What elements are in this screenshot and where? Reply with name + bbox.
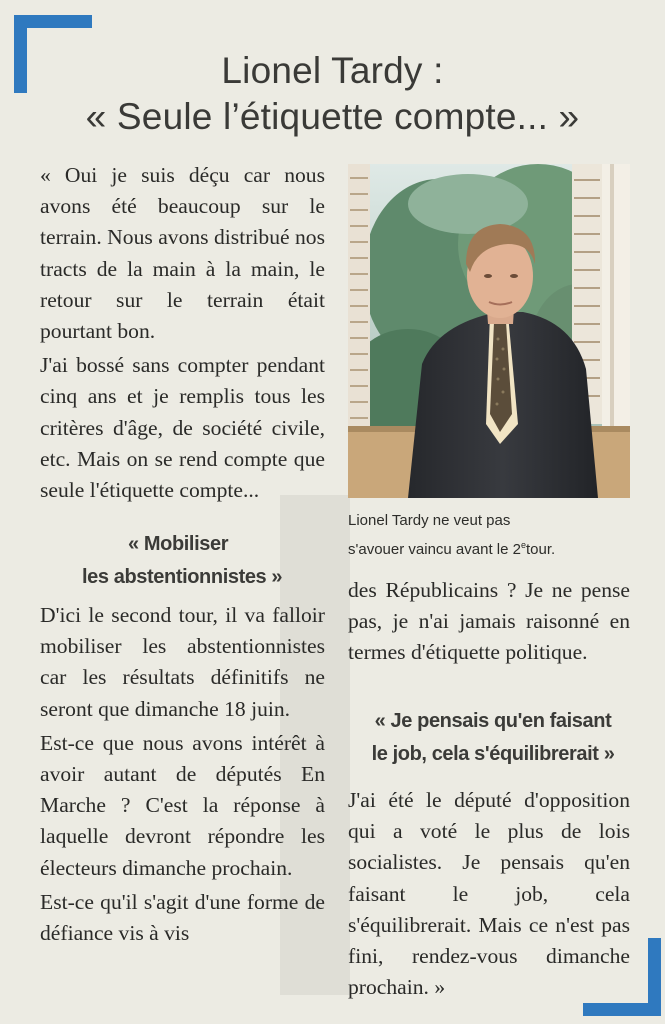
paragraph: D'ici le second tour, il va falloir mobiliser les abstentionnistes car les résultats définitifs ne seront que dimanche 18 juin. bbox=[40, 603, 325, 721]
headline-line-2: « Seule l’étiquette compte... » bbox=[85, 96, 580, 137]
right-column-intro bbox=[348, 575, 630, 669]
corner-mark-top-left-v bbox=[14, 15, 27, 93]
subheading-line: « Je pensais qu'en faisant bbox=[374, 710, 612, 732]
caption-text: tour. bbox=[525, 541, 556, 558]
caption-line: Lionel Tardy ne veut pas bbox=[348, 512, 511, 529]
corner-mark-bottom-right-v bbox=[648, 938, 661, 1016]
right-column-body bbox=[348, 785, 630, 1003]
caption-line bbox=[348, 533, 630, 562]
left-column-intro bbox=[40, 160, 325, 506]
portrait-photo bbox=[348, 164, 630, 498]
paragraph: des Républicains ? Je ne pense pas, je n'ai jamais raisonné en termes d'étiquette politique. bbox=[348, 578, 630, 665]
subheading-job bbox=[348, 705, 638, 771]
paragraph: Est-ce qu'il s'agit d'une forme de défiance vis à vis bbox=[40, 889, 325, 946]
headline-line-1: Lionel Tardy : bbox=[221, 50, 444, 91]
left-column-body bbox=[40, 600, 325, 949]
paragraph: « Oui je suis déçu car nous avons été beaucoup sur le terrain. Nous avons distribué nos tracts de la main à la main, le retour sur le terrain était pourtant bon. bbox=[40, 163, 325, 344]
caption-text: s'avouer vaincu avant le 2 bbox=[348, 541, 521, 558]
subheading-line: les abstentionnistes » bbox=[82, 566, 283, 588]
subheading-mobiliser bbox=[40, 528, 325, 594]
subheading-line: « Mobiliser bbox=[128, 533, 229, 555]
paragraph: J'ai bossé sans compter pendant cinq ans et je remplis tous les critères d'âge, de société civile, etc. Mais on se rend compte que seule l'étiquette compte... bbox=[40, 353, 325, 503]
paragraph: J'ai été le député d'opposition qui a voté le plus de lois socialistes. Je pensais qu'en faisant le job, cela s'équilibrerait. Mais ce n'est pas fini, rendez-vous dimanche prochain. » bbox=[348, 788, 630, 1000]
article-headline bbox=[30, 48, 635, 140]
subheading-line: le job, cela s'équilibrerait » bbox=[371, 743, 615, 765]
caption-superscript: e bbox=[520, 540, 526, 550]
photo-caption bbox=[348, 508, 630, 562]
paragraph: Est-ce que nous avons intérêt à avoir autant de députés En Marche ? C'est la réponse à laquelle devront répondre les électeurs dimanche prochain. bbox=[40, 730, 325, 880]
